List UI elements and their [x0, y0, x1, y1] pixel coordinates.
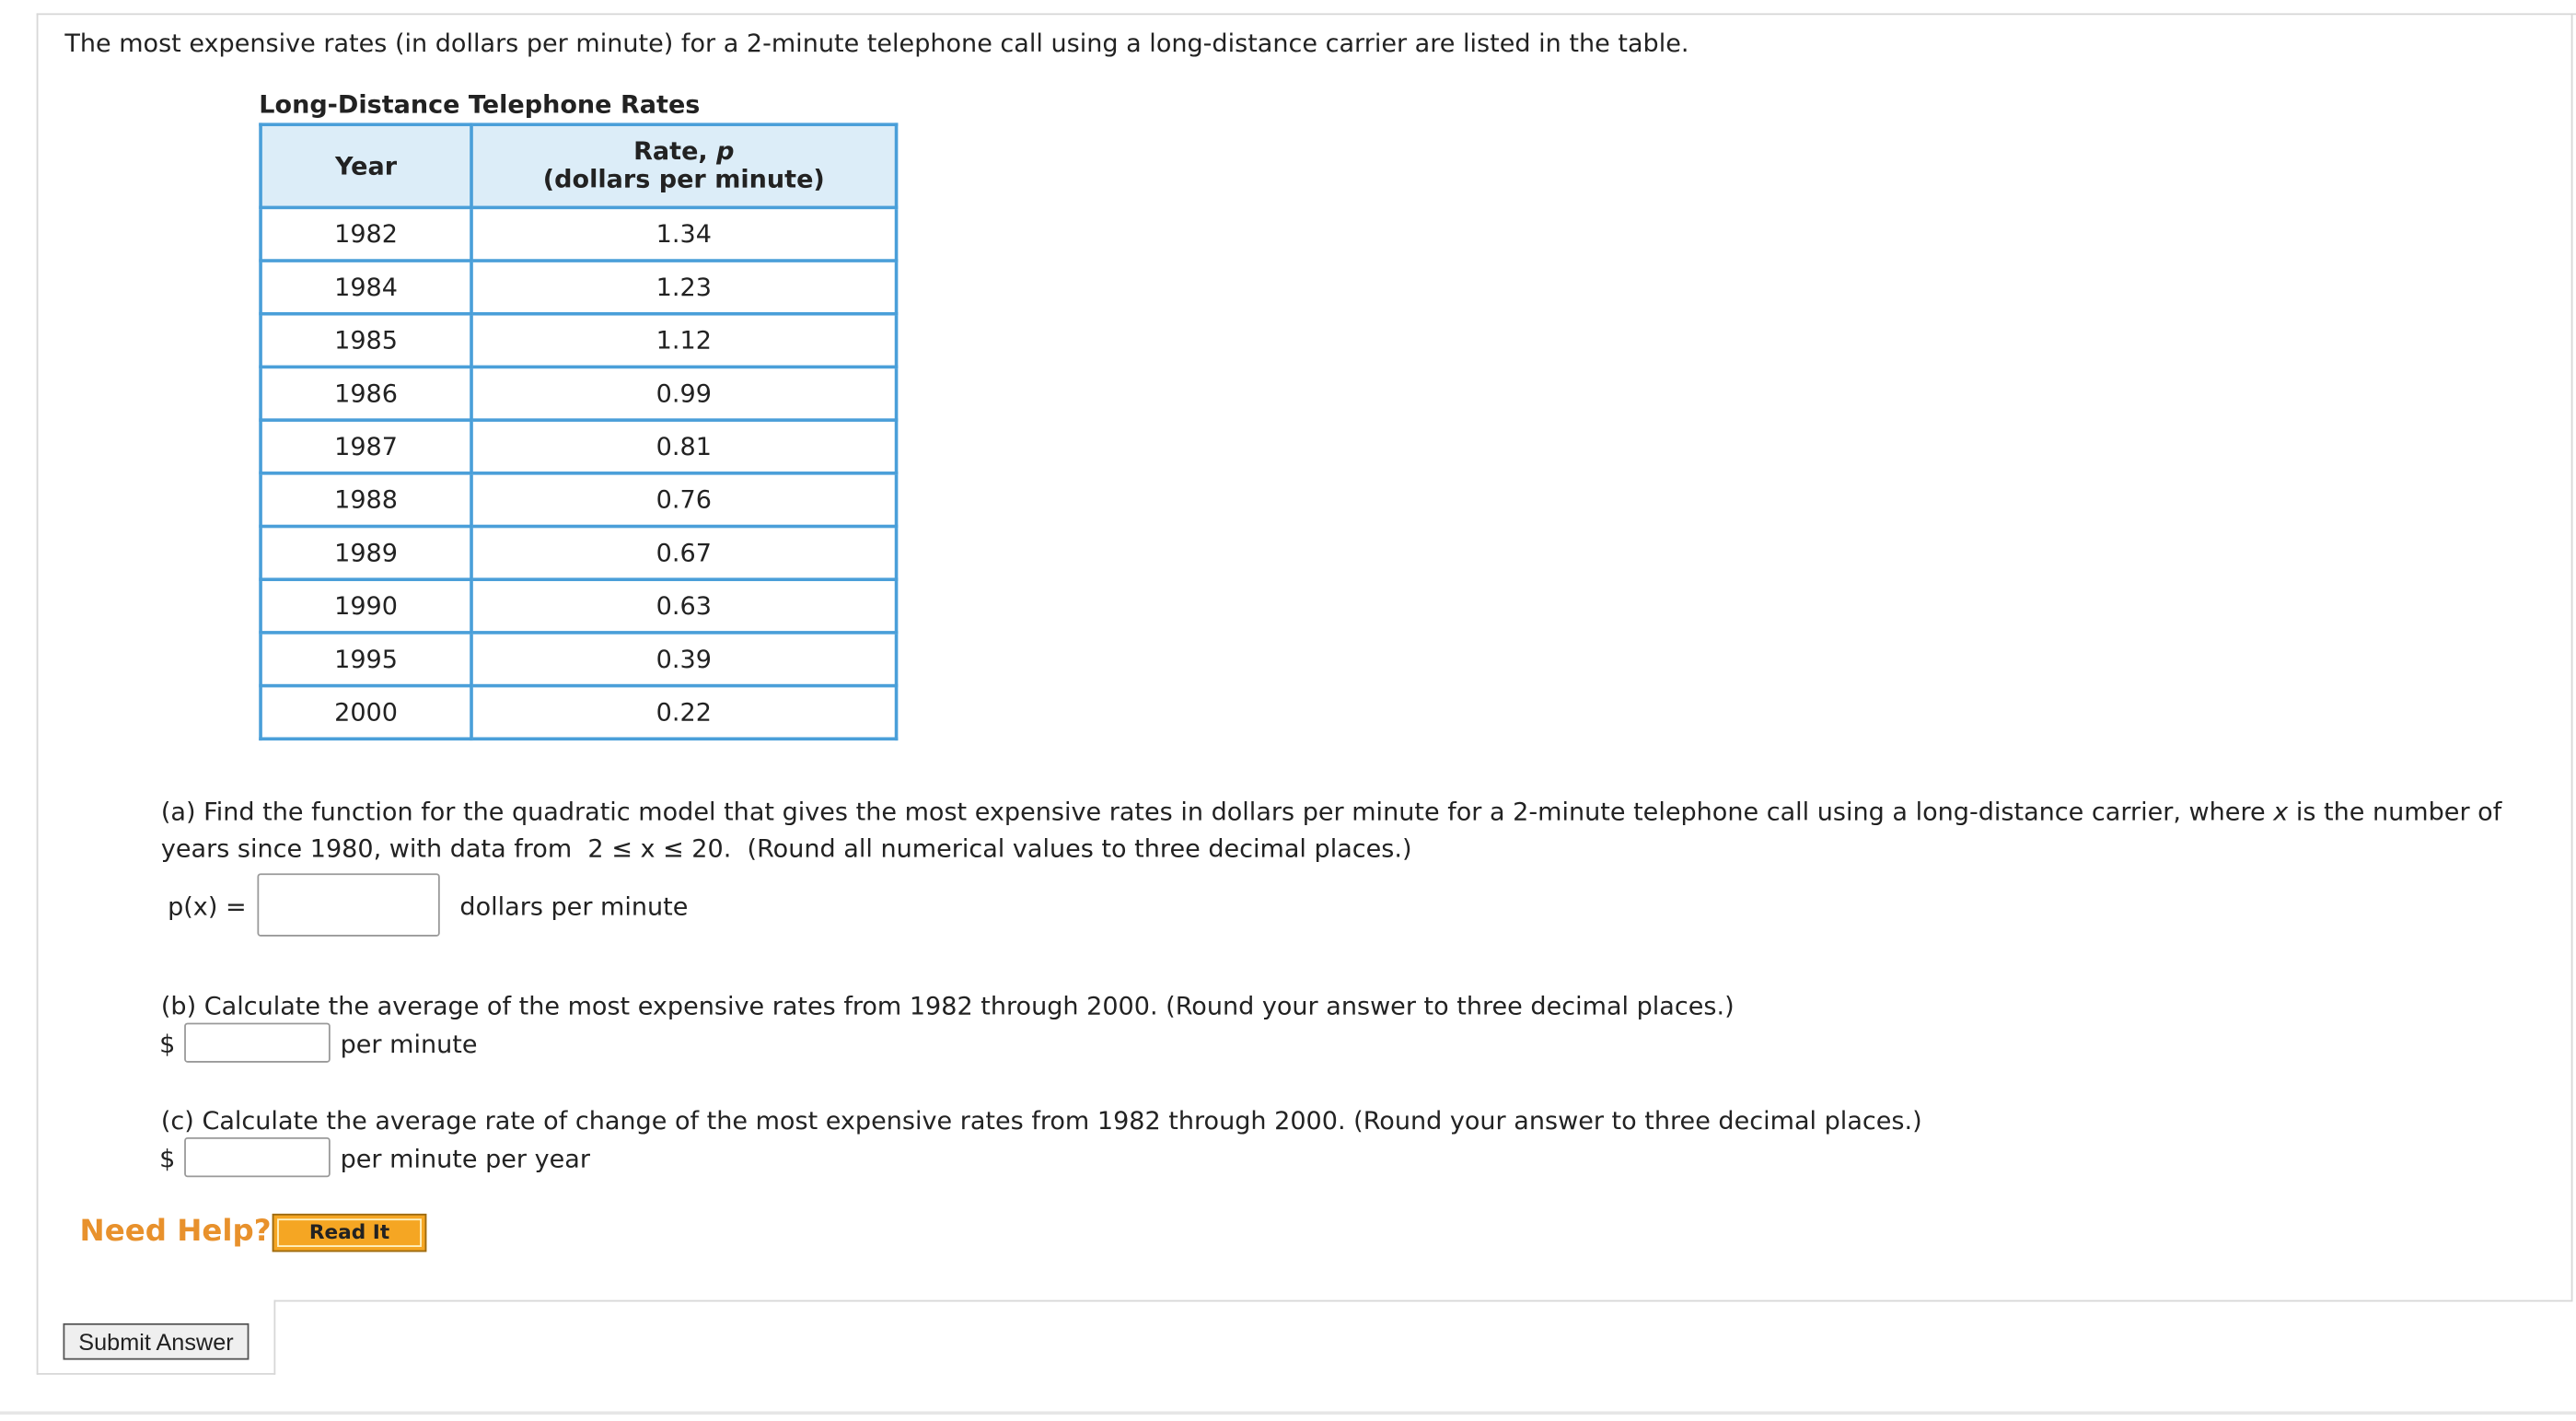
submit-answer-button[interactable]: Submit Answer: [64, 1323, 249, 1360]
table-row: [261, 420, 897, 473]
read-it-button[interactable]: [273, 1214, 427, 1252]
rate-cell: 0.39: [471, 633, 897, 686]
year-cell: 1984: [261, 261, 471, 314]
year-cell: 1990: [261, 579, 471, 633]
rates-table: [259, 122, 898, 740]
rate-cell: 0.63: [471, 579, 897, 633]
table-header-row: [261, 124, 897, 207]
part-b-answer-input[interactable]: [184, 1023, 331, 1063]
part-c-question: (c) Calculate the average rate of change of the most expensive rates from 1982 through 2000. (Round your answer to three decimal places.): [160, 1105, 1922, 1136]
year-cell: 2000: [261, 686, 471, 740]
part-a-label: p(x) =: [168, 891, 247, 922]
year-cell: 1995: [261, 633, 471, 686]
submit-tab-bottom: [37, 1373, 276, 1375]
part-c-unit: per minute per year: [340, 1144, 590, 1174]
read-it-label: Read It: [277, 1218, 422, 1247]
part-c-answer-input[interactable]: [184, 1137, 331, 1177]
panel-border-left: [37, 13, 39, 1374]
part-a-text-2: is the number of years since 1980, with data from: [160, 797, 2502, 864]
header-rate-prefix: Rate,: [633, 135, 717, 167]
rate-cell: 0.67: [471, 527, 897, 580]
header-rate: [471, 124, 897, 207]
question-intro: The most expensive rates (in dollars per minute) for a 2-minute telephone call using a long-distance carrier are listed in the table.: [64, 28, 1689, 59]
part-b-unit: per minute: [340, 1029, 478, 1060]
table-row: [261, 261, 897, 314]
part-a-text: (a) Find the function for the quadratic model that gives the most expensive rates in dollars per minute for a 2-minute telephone call using a long-distance carrier, where: [160, 797, 2274, 827]
year-cell: 1989: [261, 527, 471, 580]
year-cell: 1988: [261, 473, 471, 527]
year-cell: 1985: [261, 314, 471, 367]
table-row: [261, 207, 897, 261]
part-a-range: 2 ≤ x ≤ 20.: [587, 833, 732, 864]
rate-cell: 1.34: [471, 207, 897, 261]
rate-cell: 1.12: [471, 314, 897, 367]
panel-border-top: [37, 13, 2576, 15]
panel-border-right: [2571, 13, 2573, 1301]
table-row: [261, 686, 897, 740]
table-row: [261, 367, 897, 420]
year-cell: 1986: [261, 367, 471, 420]
panel-border-bottom: [273, 1300, 2572, 1302]
year-cell: 1987: [261, 420, 471, 473]
table-row: [261, 527, 897, 580]
table-row: [261, 633, 897, 686]
need-help-label: Need Help?: [79, 1213, 272, 1249]
year-cell: 1982: [261, 207, 471, 261]
rate-cell: 0.76: [471, 473, 897, 527]
part-a-instruction: (Round all numerical values to three decimal places.): [747, 833, 1412, 864]
header-year: Year: [261, 124, 471, 207]
part-a-var-x: x: [2273, 797, 2289, 827]
table-body: [261, 207, 897, 739]
part-a-unit: dollars per minute: [459, 891, 689, 922]
rate-cell: 1.23: [471, 261, 897, 314]
table-row: [261, 579, 897, 633]
rate-cell: 0.81: [471, 420, 897, 473]
part-c-currency: $: [159, 1144, 176, 1174]
rate-cell: 0.99: [471, 367, 897, 420]
rate-cell: 0.22: [471, 686, 897, 740]
part-b-currency: $: [159, 1029, 176, 1060]
page-divider: [0, 1411, 2576, 1415]
table-row: [261, 473, 897, 527]
part-a-answer-input[interactable]: [257, 873, 439, 937]
table-caption: Long-Distance Telephone Rates: [259, 89, 701, 120]
header-rate-var: p: [716, 135, 735, 167]
submit-tab-border: [273, 1300, 275, 1375]
header-rate-unit: (dollars per minute): [542, 164, 825, 194]
part-b-question: (b) Calculate the average of the most expensive rates from 1982 through 2000. (Round your answer to three decimal places.): [160, 991, 1735, 1021]
table-row: [261, 314, 897, 367]
part-a-question: [161, 794, 2543, 867]
